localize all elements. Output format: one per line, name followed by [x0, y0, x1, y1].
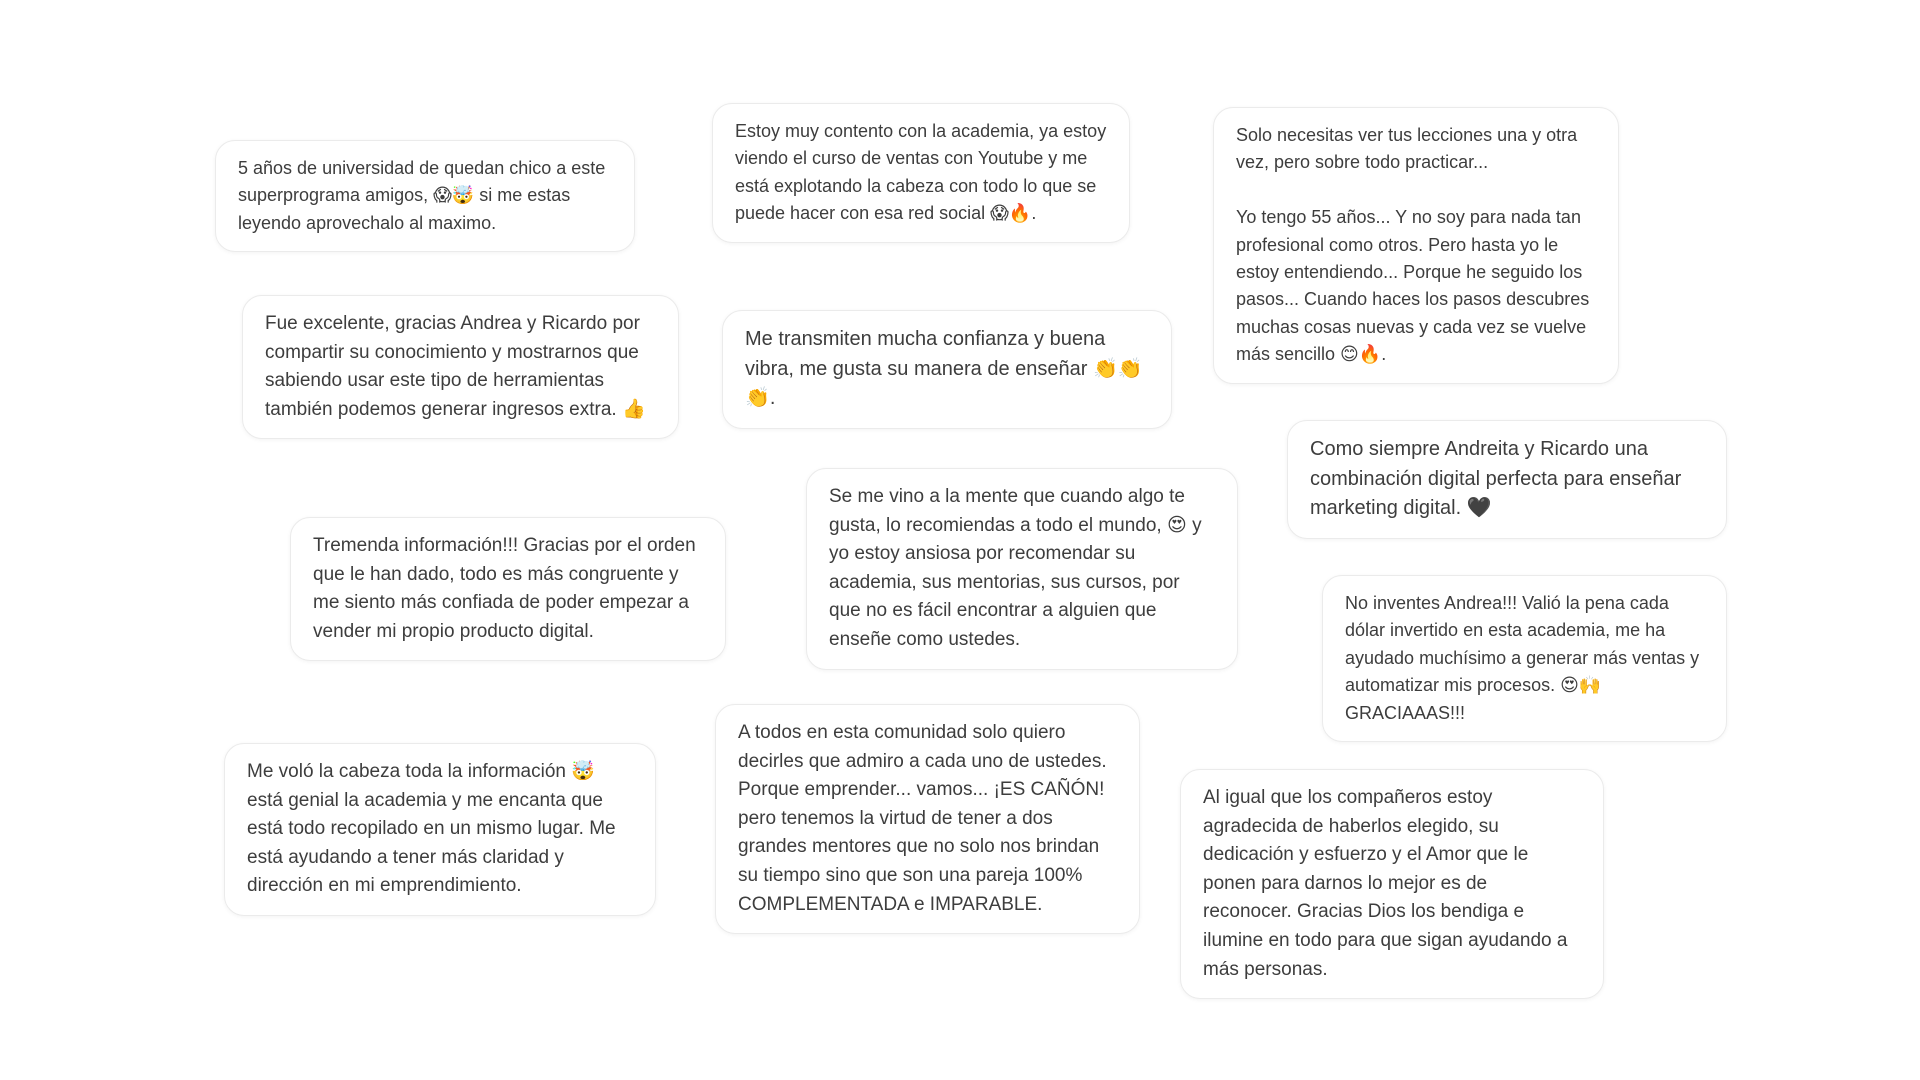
testimonial-bubble: Al igual que los compañeros estoy agradecida de haberlos elegido, su dedicación y esfuerzo y el Amor que le ponen para darnos lo mejor es de reconocer. Gracias Dios los bendiga e ilumine en todo para que sigan ayudando a más personas.: [1180, 769, 1604, 999]
testimonial-bubble: Fue excelente, gracias Andrea y Ricardo por compartir su conocimiento y mostrarnos que sabiendo usar este tipo de herramientas también podemos generar ingresos extra. 👍: [242, 295, 679, 439]
testimonial-bubble: Como siempre Andreita y Ricardo una combinación digital perfecta para enseñar marketing digital. 🖤: [1287, 420, 1727, 539]
testimonial-bubble: 5 años de universidad de quedan chico a este superprograma amigos, 😱🤯 si me estas leyendo aprovechalo al maximo.: [215, 140, 635, 252]
testimonial-bubble: A todos en esta comunidad solo quiero decirles que admiro a cada uno de ustedes. Porque emprender... vamos... ¡ES CAÑÓN! pero tenemos la virtud de tener a dos grandes mentores que no solo nos brindan su tiempo sino que son una pareja 100% COMPLEMENTADA e IMPARABLE.: [715, 704, 1140, 934]
testimonial-bubble: Solo necesitas ver tus lecciones una y otra vez, pero sobre todo practicar... Yo tengo 55 años... Y no soy para nada tan profesional como otros. Pero hasta yo le estoy entendiendo... Porque he seguido los pasos... Cuando haces los pasos descubres muchas cosas nuevas y cada vez se vuelve más sencillo 😊🔥.: [1213, 107, 1619, 384]
testimonial-bubble: Tremenda información!!! Gracias por el orden que le han dado, todo es más congruente y me siento más confiada de poder empezar a vender mi propio producto digital.: [290, 517, 726, 661]
testimonial-bubble: Me voló la cabeza toda la información 🤯 está genial la academia y me encanta que está todo recopilado en un mismo lugar. Me está ayudando a tener más claridad y dirección en mi emprendimiento.: [224, 743, 656, 916]
testimonial-bubble: Estoy muy contento con la academia, ya estoy viendo el curso de ventas con Youtube y me está explotando la cabeza con todo lo que se puede hacer con esa red social 😱🔥.: [712, 103, 1130, 243]
testimonial-bubble: No inventes Andrea!!! Valió la pena cada dólar invertido en esta academia, me ha ayudado muchísimo a generar más ventas y automatizar mis procesos. 😍🙌 GRACIAAAS!!!: [1322, 575, 1727, 742]
testimonial-bubble: Se me vino a la mente que cuando algo te gusta, lo recomiendas a todo el mundo, 😍 y yo estoy ansiosa por recomendar su academia, sus mentorias, sus cursos, por que no es fácil encontrar a alguien que enseñe como ustedes.: [806, 468, 1238, 670]
testimonial-bubble: Me transmiten mucha confianza y buena vibra, me gusta su manera de enseñar 👏👏👏.: [722, 310, 1172, 429]
